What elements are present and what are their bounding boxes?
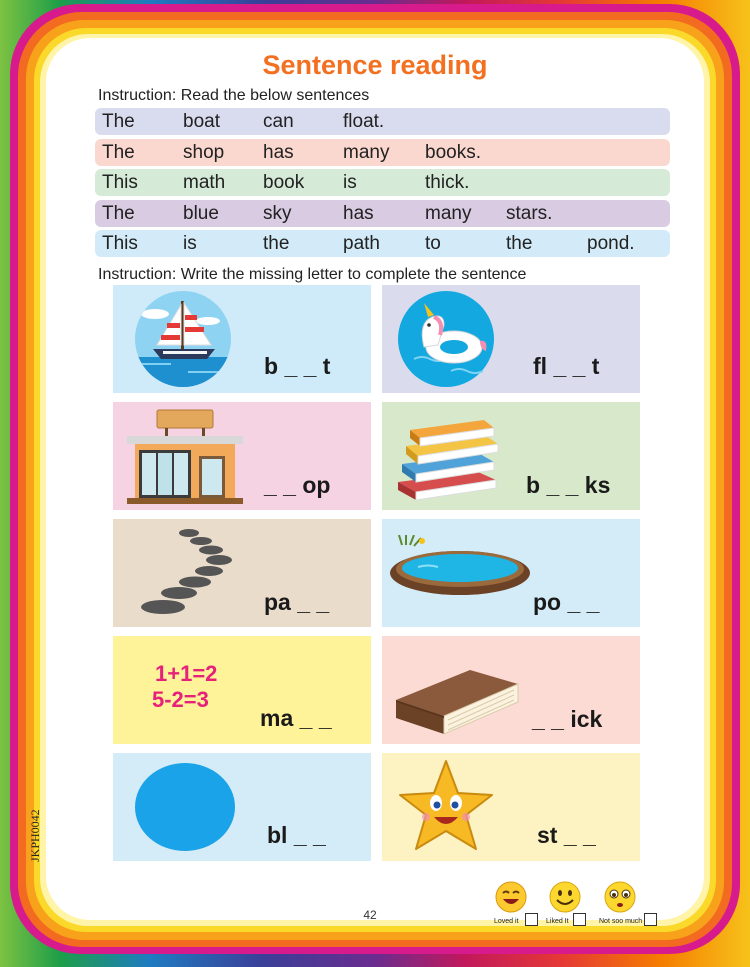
sentence-word: shop: [183, 142, 225, 163]
missing-letter-word: fl _ _ t: [533, 353, 600, 379]
rating-label: Liked It: [546, 918, 569, 925]
card-shop: [113, 402, 371, 510]
page-title: Sentence reading: [262, 50, 488, 80]
rating-checkbox[interactable]: [573, 913, 586, 926]
instruction-write: Instruction: Write the missing letter to complete the sentence: [98, 266, 527, 283]
pond-icon: [388, 535, 538, 605]
rating-checkbox[interactable]: [525, 913, 538, 926]
sentence-row: [95, 108, 670, 135]
math-equation-2: 5-2=3: [152, 687, 209, 712]
sentence-row: [95, 169, 670, 196]
thick-book-icon: [392, 656, 522, 736]
sentence-word: has: [263, 142, 294, 163]
missing-letter-word: bl _ _: [267, 822, 326, 848]
sentence-word: boat: [183, 111, 220, 132]
blue-circle-icon: [133, 761, 237, 857]
sentence-row: [95, 200, 670, 227]
rating-label: Not soo much: [599, 918, 643, 925]
sentence-word: This: [102, 233, 138, 254]
worried-face-icon: [603, 880, 637, 914]
sentence-word: thick.: [425, 172, 470, 193]
star-icon: [396, 757, 496, 857]
sentence-word: This: [102, 172, 138, 193]
card-math: [113, 636, 371, 744]
card-books: [382, 402, 640, 510]
laughing-face-icon: [494, 880, 528, 914]
sentence-word: math: [183, 172, 226, 193]
sentence-word: The: [102, 111, 135, 132]
math-equation-1: 1+1=2: [155, 661, 218, 686]
sentence-row: [95, 230, 670, 257]
instruction-read: Instruction: Read the below sentences: [98, 87, 370, 104]
sentence-word: books.: [425, 142, 481, 163]
sentence-word: float.: [343, 111, 385, 132]
unicorn-float-icon: [396, 289, 496, 389]
missing-letter-word: _ _ ick: [532, 706, 603, 732]
rating-checkbox[interactable]: [644, 913, 657, 926]
sentence-word: can: [263, 111, 294, 132]
sentence-word: is: [343, 172, 357, 193]
card-path: [113, 519, 371, 627]
card-star: [382, 753, 640, 861]
page-number: 42: [363, 908, 377, 922]
worksheet-code: JKPH0042: [28, 809, 42, 862]
missing-letter-word: pa _ _: [264, 589, 330, 615]
card-thick: [382, 636, 640, 744]
sentence-word: The: [102, 142, 135, 163]
sentence-word: The: [102, 203, 135, 224]
missing-letter-word: st _ _: [537, 822, 596, 848]
missing-letter-word: _ _ op: [264, 472, 331, 498]
sentence-word: has: [343, 203, 374, 224]
sentence-word: many: [425, 203, 472, 224]
books-icon: [392, 410, 502, 506]
card-pond: [382, 519, 640, 627]
missing-letter-word: b _ _ t: [264, 353, 331, 379]
rating-label: Loved it: [494, 918, 519, 925]
sentence-word: stars.: [506, 203, 553, 224]
missing-letter-word: b _ _ ks: [526, 472, 611, 498]
sentence-word: blue: [183, 203, 219, 224]
card-float: [382, 285, 640, 393]
sentence-row: [95, 139, 670, 166]
card-blue: [113, 753, 371, 861]
smiling-face-icon: [548, 880, 582, 914]
sentence-word: the: [263, 233, 290, 254]
sentence-word: book: [263, 172, 305, 193]
stepping-stones-icon: [133, 525, 243, 625]
sentence-word: to: [425, 233, 441, 254]
sentence-word: path: [343, 233, 380, 254]
shop-icon: [125, 406, 245, 506]
sentence-word: pond.: [587, 233, 635, 254]
sentence-word: the: [506, 233, 533, 254]
sailboat-icon: [133, 289, 233, 389]
sentence-word: is: [183, 233, 197, 254]
sentence-word: many: [343, 142, 390, 163]
sentence-word: sky: [263, 203, 292, 224]
missing-letter-word: ma _ _: [260, 705, 332, 731]
card-boat: [113, 285, 371, 393]
missing-letter-word: po _ _: [533, 589, 600, 615]
